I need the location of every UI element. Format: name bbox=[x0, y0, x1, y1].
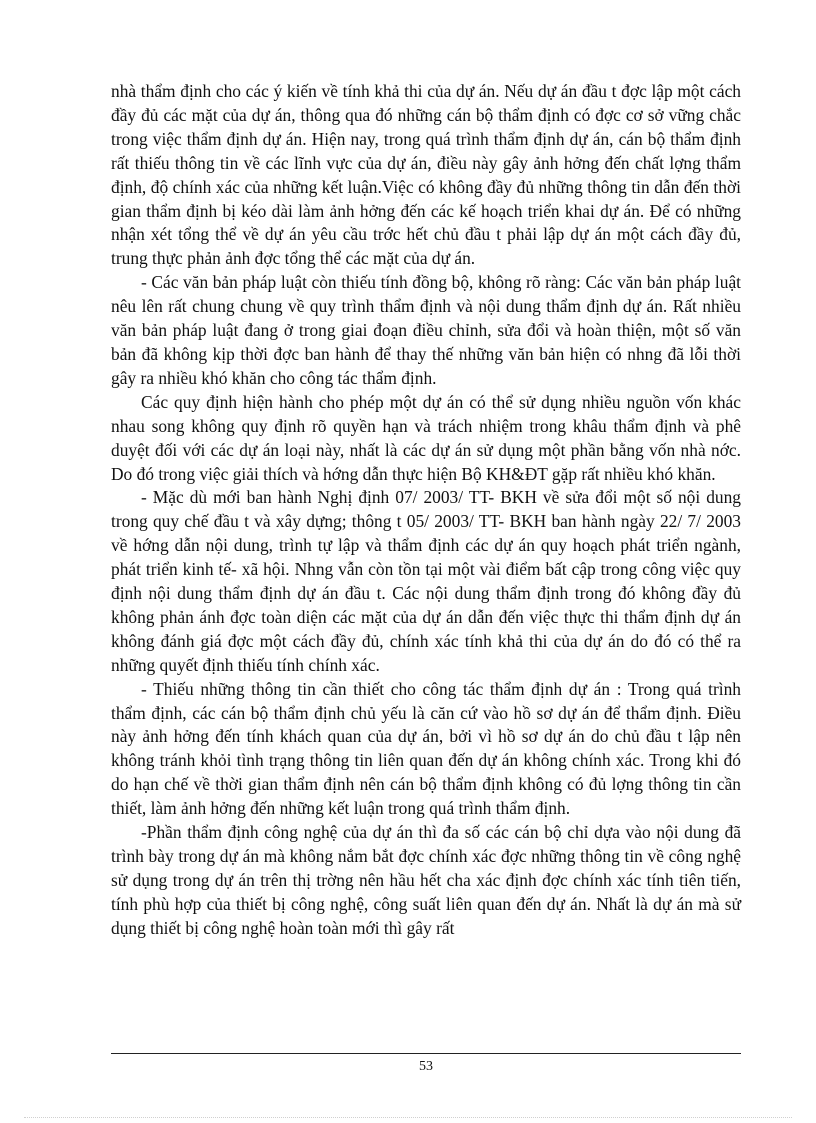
paragraph-continuation: nhà thẩm định cho các ý kiến về tính khả thi của dự án. Nếu dự án đầu t đợc lập một cách đầy đủ các mặt của dự án, thông qua đó những cán bộ thẩm định có đợc cơ sở vững chắc trong việc thẩm định dự án. Hiện nay, trong quá trình thẩm định dự án, cán bộ thẩm định rất thiếu thông tin về các lĩnh vực của dự án, điều này gây ảnh hởng đến chất lợng thẩm định, độ chính xác của những kết luận.Việc có không đầy đủ những thông tin dẫn đến thời gian thẩm định bị kéo dài làm ảnh hởng đến các kế hoạch triển khai dự án. Để có những nhận xét tổng thể về dự án yêu cầu trớc hết chủ đầu t phải lập dự án một cách đầy đủ, trung thực phản ảnh đợc tổng thể các mặt của dự án. bbox=[111, 81, 741, 269]
page-number: 53 bbox=[419, 1059, 433, 1074]
footer-divider bbox=[111, 1053, 741, 1054]
page-edge-divider bbox=[24, 1117, 792, 1118]
body-text bbox=[111, 80, 741, 941]
paragraph-legal-documents: - Các văn bản pháp luật còn thiếu tính đồng bộ, không rõ ràng: Các văn bản pháp luật nêu lên rất chung chung về quy trình thẩm định và nội dung thẩm định dự án. Rất nhiều văn bản pháp luật đang ở trong giai đoạn điều chỉnh, sửa đổi và hoàn thiện, một số văn bản đã không kịp thời đợc ban hành để thay thế những văn bản hiện có nhng đã lỗi thời gây ra nhiều khó khăn cho công tác thẩm định. bbox=[111, 272, 741, 388]
paragraph-current-regulations: Các quy định hiện hành cho phép một dự án có thể sử dụng nhiều nguồn vốn khác nhau song không quy định rõ quyền hạn và trách nhiệm trong khâu thẩm định và phê duyệt đối với các dự án loại này, nhất là các dự án sử dụng một phần bằng vốn nhà nớc. Do đó trong việc giải thích và hớng dẫn thực hiện Bộ KH&ĐT gặp rất nhiều khó khăn. bbox=[111, 391, 741, 484]
paragraph-missing-information: - Thiếu những thông tin cần thiết cho công tác thẩm định dự án : Trong quá trình thẩm định, các cán bộ thẩm định chủ yếu là căn cứ vào hồ sơ dự án để thẩm định. Điều này ảnh hởng đến tính khách quan của dự án, bởi vì hồ sơ dự án do chủ đầu t lập nên không tránh khỏi tình trạng thông tin liên quan đến dự án không chính xác. Trong khi đó do hạn chế về thời gian thẩm định nên cán bộ thẩm định không có đủ lợng thông tin cần thiết, làm ảnh hởng đến những kết luận trong quá trình thẩm định. bbox=[111, 678, 741, 819]
paragraph-technology-appraisal: -Phần thẩm định công nghệ của dự án thì đa số các cán bộ chỉ dựa vào nội dung đã trình bày trong dự án mà không nắm bắt đợc chính xác đợc những thông tin về công nghệ sử dụng trong dự án trên thị trờng nên hầu hết cha xác định đợc chính xác tính tiên tiến, tính phù hợp của thiết bị công nghệ, công suất liên quan đến dự án. Nhất là dự án mà sử dụng thiết bị công nghệ hoàn toàn mới thì gây rất bbox=[111, 822, 741, 938]
paragraph-decree: - Mặc dù mới ban hành Nghị định 07/ 2003/ TT- BKH về sửa đổi một số nội dung trong quy chế đầu t và xây dựng; thông t 05/ 2003/ TT- BKH ban hành ngày 22/ 7/ 2003 về hớng dẫn nội dung, trình tự lập và thẩm định các dự án quy hoạch phát triển ngành, phát triển kinh tế- xã hội. Nhng vẫn còn tồn tại một vài điểm bất cập trong công việc quy định nội dung thẩm định dự án đầu t. Các nội dung thẩm định trong đó không đầy đủ không phản ánh đợc toàn diện các mặt của dự án dẫn đến việc thực thi thẩm định dự án không đánh giá đợc một cách đầy đủ, chính xác tính khả thi của dự án do đó có thể ra những quyết định thiếu tính chính xác. bbox=[111, 487, 741, 675]
